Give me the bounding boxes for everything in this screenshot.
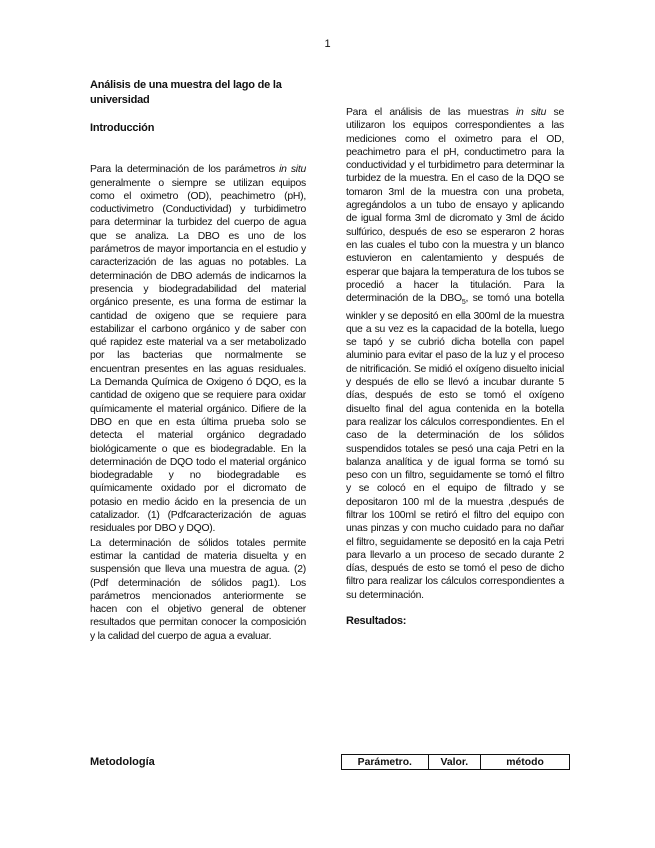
header-value: Valor.	[428, 755, 480, 770]
methods-paragraph: Para el análisis de las muestras in situ se utilizaron los equipos correspondientes a las mediciones como el oximetro para el OD, peachimetro para el pH, conductimetro para la conductividad y el turbidimetro para determinar la turbidez de la muestra. En el caso de la DQO se tomaron 3ml de la muestra con una probeta, agregándolos a un tubo de ensayo y aplicando de igual forma 3ml de dicromato y 3ml de ácido sulfúrico, después de eso se esperaron 2 horas en las cuales el tubo con la muestra y un blanco estuvieron en calentamiento y después de esperar que bajara la temperatura de los tubos se procedió a hacer la titulación. Para la determinación de la $DBO_5$, se tomó una botella winkler y se depositó en ella 300ml de la muestra que a su vez es la capacidad de la botella, luego se tapó y se cubrió dicha botella con papel aluminio para evitar el paso de la luz y el proceso de nitrificación. Se midió el oxígeno disuelto inicial y después de ello se llevó a incubar durante 5 días, después de esto se tomó el oxígeno disuelto final del agua contenida en la botella para realizar los cálculos correspondientes. En el caso de la determinación de los sólidos suspendidos totales se pesó una caja Petri en la balanza analítica y de igual forma se tomó su peso con un filtro, seguidamente se tomó el filtro y se colocó en el equipo de filtrado y se depositaron 100 ml de la muestra ,después de filtrar los 100ml se retiró el filtro del equipo con unas pinzas y con mucho cuidado para no dañar el filtro, seguidamente se depositó en la caja Petri para llevarlo a un proceso de secado durante 2 días, después de esto se tomó el peso de dicho filtro para realizar los cálculos correspondientes a su determinación.	[346, 107, 565, 601]
document-title: Análisis de una muestra del lago de la universidad	[90, 79, 282, 106]
introduction-heading: Introducción	[90, 122, 155, 134]
introduction-paragraph-1: Para la determinación de los parámetros in situ generalmente o siempre se utilizan equipos como el oximetro (OD), peachimetro (pH), coductivimetro (Conductividad) y turbidimetro para determinar la turbidez del cuerpo de agua que se analiza. La DBO es uno de los parámetros de mayor importancia en el estudio y caracterización de las aguas no potables. La determinación de DBO además de indicarnos la presencia y biodegradabilidad del material orgánico presente, es una forma de estimar la cantidad de oxigeno que se requiere para estabilizar el carbono orgánico y de saber con qué rapidez este material va a ser metabolizado por las bacterias que normalmente se encuentran presentes en las aguas residuales. La Demanda Química de Oxigeno ó DQO, es la cantidad de oxigeno que se requiere para oxidar químicamente el material orgánico. Difiere de la DBO en que en esta última prueba solo se detecta el material orgánico degradado biológicamente o que es biodegradable. En la determinación de DQO todo el material orgánico biodegradable y no biodegradable es químicamente oxidado por el dicromato de potasio en medio ácido en la presencia de un catalizador. (1) (Pdfcaracterización de aguas residuales por DBO y DQO).	[90, 164, 306, 535]
left-column	[90, 78, 306, 643]
introduction-paragraph-2: La determinación de sólidos totales permite estimar la cantidad de materia disuelta y en suspensión que lleva una muestra de agua. (2)(Pdf determinación de sólidos pag1). Los parámetros mencionados anteriormente se hacen con el objetivo general de obtener resultados que permitan conocer la composición y la calidad del cuerpo de agua a evaluar.	[90, 537, 306, 642]
header-parameter: Parámetro.	[342, 755, 429, 770]
results-table-header-row	[342, 755, 570, 770]
header-method: método	[481, 755, 570, 770]
results-table	[341, 754, 570, 770]
methodology-heading: Metodología	[90, 756, 155, 768]
page-number: 1	[324, 38, 331, 50]
right-column	[346, 106, 564, 628]
results-heading: Resultados:	[346, 615, 407, 628]
